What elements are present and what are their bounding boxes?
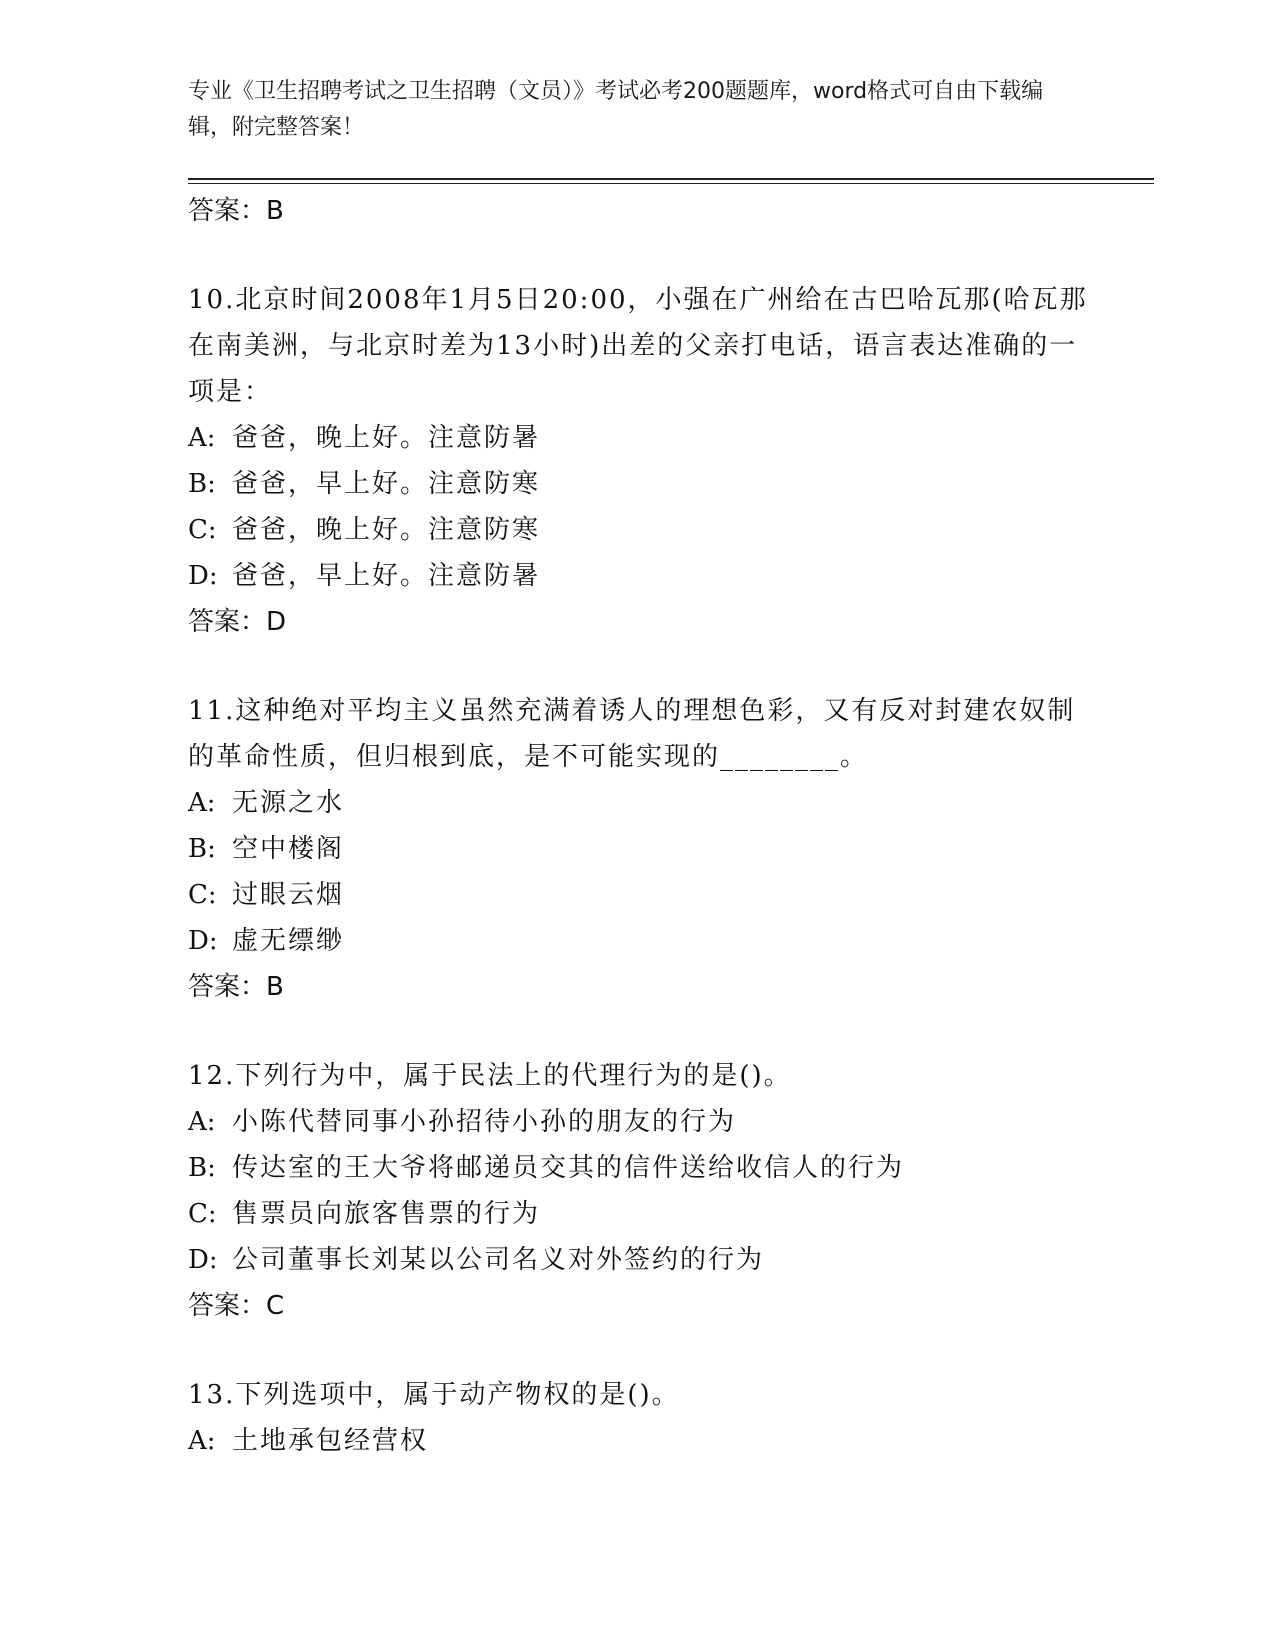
option-a <box>188 415 1088 461</box>
option-text: 售票员向旅客售票的行为 <box>232 1199 541 1229</box>
option-key: A: <box>188 1426 216 1456</box>
question-list <box>188 188 1088 1507</box>
option-key: C: <box>188 1199 217 1229</box>
option-d <box>188 1237 1088 1283</box>
option-key: D: <box>188 1245 218 1275</box>
answer-label: 答案：B <box>188 196 284 226</box>
option-key: B: <box>188 1153 216 1183</box>
option-key: C: <box>188 880 217 910</box>
option-c <box>188 507 1088 553</box>
option-text: 爸爸，晚上好。注意防寒 <box>232 515 541 545</box>
question-stem: 10.北京时间2008年1月5日20:00，小强在广州给在古巴哈瓦那(哈瓦那在南美洲，与北京时差为13小时)出差的父亲打电话，语言表达准确的一项是： <box>188 285 1088 407</box>
option-text: 土地承包经营权 <box>232 1426 429 1456</box>
option-text: 虚无缥缈 <box>232 926 345 956</box>
answer-label: 答案：B <box>188 972 284 1002</box>
answer-label: 答案：D <box>188 607 287 637</box>
document-header: 专业《卫生招聘考试之卫生招聘（文员）》考试必考200题题库，word格式可自由下载编辑，附完整答案！ <box>188 79 1044 140</box>
header-divider-thick <box>188 178 1154 180</box>
header-divider-thin <box>188 183 1154 184</box>
option-text: 爸爸，晚上好。注意防暑 <box>232 423 541 453</box>
option-key: D: <box>188 561 218 591</box>
option-key: A: <box>188 423 216 453</box>
option-b <box>188 826 1088 872</box>
option-text: 无源之水 <box>232 788 345 818</box>
option-c <box>188 872 1088 918</box>
option-key: C: <box>188 515 217 545</box>
question-13 <box>188 1372 1088 1464</box>
option-key: A: <box>188 1107 216 1137</box>
option-text: 爸爸，早上好。注意防暑 <box>232 561 541 591</box>
option-text: 公司董事长刘某以公司名义对外签约的行为 <box>232 1245 765 1275</box>
question-stem: 11.这种绝对平均主义虽然充满着诱人的理想色彩，又有反对封建农奴制的革命性质，但归根到底，是不可能实现的________。 <box>188 696 1076 772</box>
option-text: 空中楼阁 <box>232 834 345 864</box>
option-text: 小陈代替同事小孙招待小孙的朋友的行为 <box>232 1107 737 1137</box>
question-12 <box>188 1053 1088 1329</box>
option-key: B: <box>188 834 216 864</box>
option-key: D: <box>188 926 218 956</box>
question-11 <box>188 688 1088 1010</box>
option-a <box>188 1418 1088 1464</box>
option-d <box>188 918 1088 964</box>
option-key: A: <box>188 788 216 818</box>
option-a <box>188 780 1088 826</box>
option-key: B: <box>188 469 216 499</box>
option-d <box>188 553 1088 599</box>
question-stem: 12.下列行为中，属于民法上的代理行为的是()。 <box>188 1061 792 1091</box>
option-b <box>188 461 1088 507</box>
answer-label: 答案：C <box>188 1291 285 1321</box>
question-10 <box>188 277 1088 645</box>
option-text: 爸爸，早上好。注意防寒 <box>232 469 541 499</box>
option-text: 传达室的王大爷将邮递员交其的信件送给收信人的行为 <box>232 1153 905 1183</box>
option-c <box>188 1191 1088 1237</box>
option-text: 过眼云烟 <box>232 880 345 910</box>
question-stem: 13.下列选项中，属于动产物权的是()。 <box>188 1380 680 1410</box>
option-b <box>188 1145 1088 1191</box>
option-a <box>188 1099 1088 1145</box>
